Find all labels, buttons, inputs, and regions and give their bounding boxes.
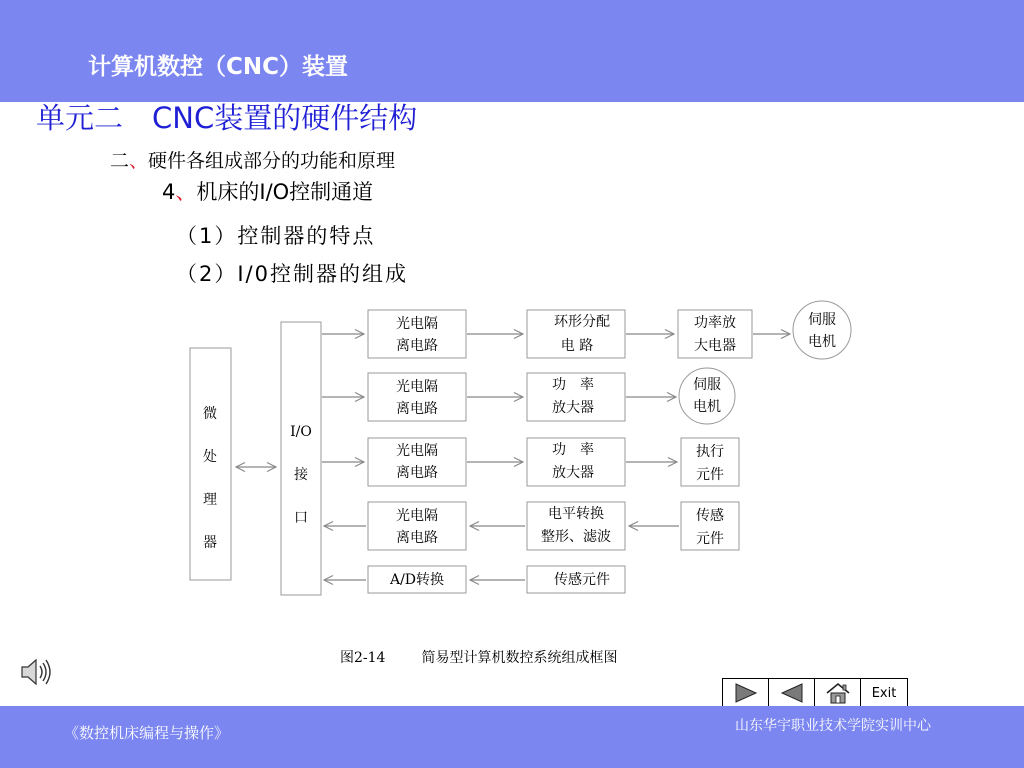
- speaker-icon[interactable]: [18, 654, 58, 690]
- slide-navigation: [722, 678, 908, 708]
- next-icon: [733, 682, 759, 704]
- footer-course-title: 《数控机床编程与操作》: [64, 724, 230, 742]
- row3-device-line2: 元件: [696, 467, 724, 483]
- home-icon: [824, 681, 852, 705]
- row4-middle-line1: 电平转换: [548, 506, 604, 522]
- io-label-3: 口: [294, 510, 308, 526]
- section-number: 二: [110, 150, 130, 172]
- section-text: 硬件各组成部分的功能和原理: [148, 150, 396, 172]
- exit-button[interactable]: [861, 679, 907, 707]
- microprocessor-char-1: 微: [203, 406, 217, 422]
- point-io-controller-composition: （2）I/0控制器的组成: [176, 262, 408, 286]
- row3-device-line1: 执行: [696, 444, 724, 460]
- figure-caption: [340, 647, 617, 667]
- servo-motor-2-line1: 伺服: [693, 377, 721, 393]
- footer-organization: 山东华宇职业技术学院实训中心: [735, 718, 931, 734]
- row2-isolation-line1: 光电隔: [396, 379, 438, 395]
- row3-isolation-line1: 光电隔: [396, 443, 438, 459]
- item-text: 机床的I/O控制通道: [196, 180, 374, 204]
- figure-number: 图2-14: [340, 650, 386, 666]
- row4-isolation-line2: 离电路: [396, 530, 438, 546]
- row1-isolation-line2: 离电路: [396, 338, 438, 354]
- row1-end-line2: 大电器: [694, 338, 736, 354]
- row4-device-line1: 传感: [696, 508, 724, 524]
- row2-middle-line1: 功 率: [552, 377, 594, 393]
- point-controller-features: （1）控制器的特点: [176, 224, 376, 248]
- row4-middle-line2: 整形、滤波: [541, 529, 611, 545]
- row1-middle-line1: 环形分配: [554, 314, 610, 330]
- row3-middle-line1: 功 率: [552, 442, 594, 458]
- row4-device-line2: 元件: [696, 531, 724, 547]
- previous-icon: [779, 682, 805, 704]
- row1-middle-line2: 电 路: [560, 338, 594, 354]
- unit-title: 单元二 CNC装置的硬件结构: [36, 101, 418, 135]
- servo-motor-2-line2: 电机: [693, 399, 721, 415]
- row5-sensor-element: 传感元件: [554, 572, 610, 588]
- item-number: 4: [162, 180, 176, 204]
- figure-caption-text: 简易型计算机数控系统组成框图: [421, 650, 618, 666]
- row2-middle-line2: 放大器: [552, 400, 594, 416]
- section-mark: 、: [129, 150, 149, 172]
- row2-isolation-line2: 离电路: [396, 401, 438, 417]
- row1-isolation-line1: 光电隔: [396, 316, 438, 332]
- home-button[interactable]: [815, 679, 861, 707]
- row5-ad-converter: A/D转换: [389, 572, 445, 588]
- microprocessor-char-2: 处: [203, 449, 217, 465]
- servo-motor-circle-1: [793, 301, 851, 359]
- slide-header-title: 计算机数控（CNC）装置: [88, 54, 349, 80]
- microprocessor-char-4: 器: [203, 535, 217, 551]
- next-button[interactable]: [723, 679, 769, 707]
- row4-isolation-line1: 光电隔: [396, 508, 438, 524]
- microprocessor-char-3: 理: [203, 492, 217, 508]
- io-interface-box: [281, 322, 321, 595]
- servo-motor-1-line2: 电机: [808, 334, 836, 350]
- previous-button[interactable]: [769, 679, 815, 707]
- item-mark: 、: [175, 180, 197, 204]
- servo-motor-1-line1: 伺服: [808, 312, 836, 328]
- row1-end-line1: 功率放: [694, 315, 736, 331]
- io-label-2: 接: [294, 467, 308, 483]
- exit-label: Exit: [871, 685, 897, 701]
- row3-middle-line2: 放大器: [552, 465, 594, 481]
- io-label-1: I/O: [290, 424, 312, 440]
- row3-isolation-line2: 离电路: [396, 465, 438, 481]
